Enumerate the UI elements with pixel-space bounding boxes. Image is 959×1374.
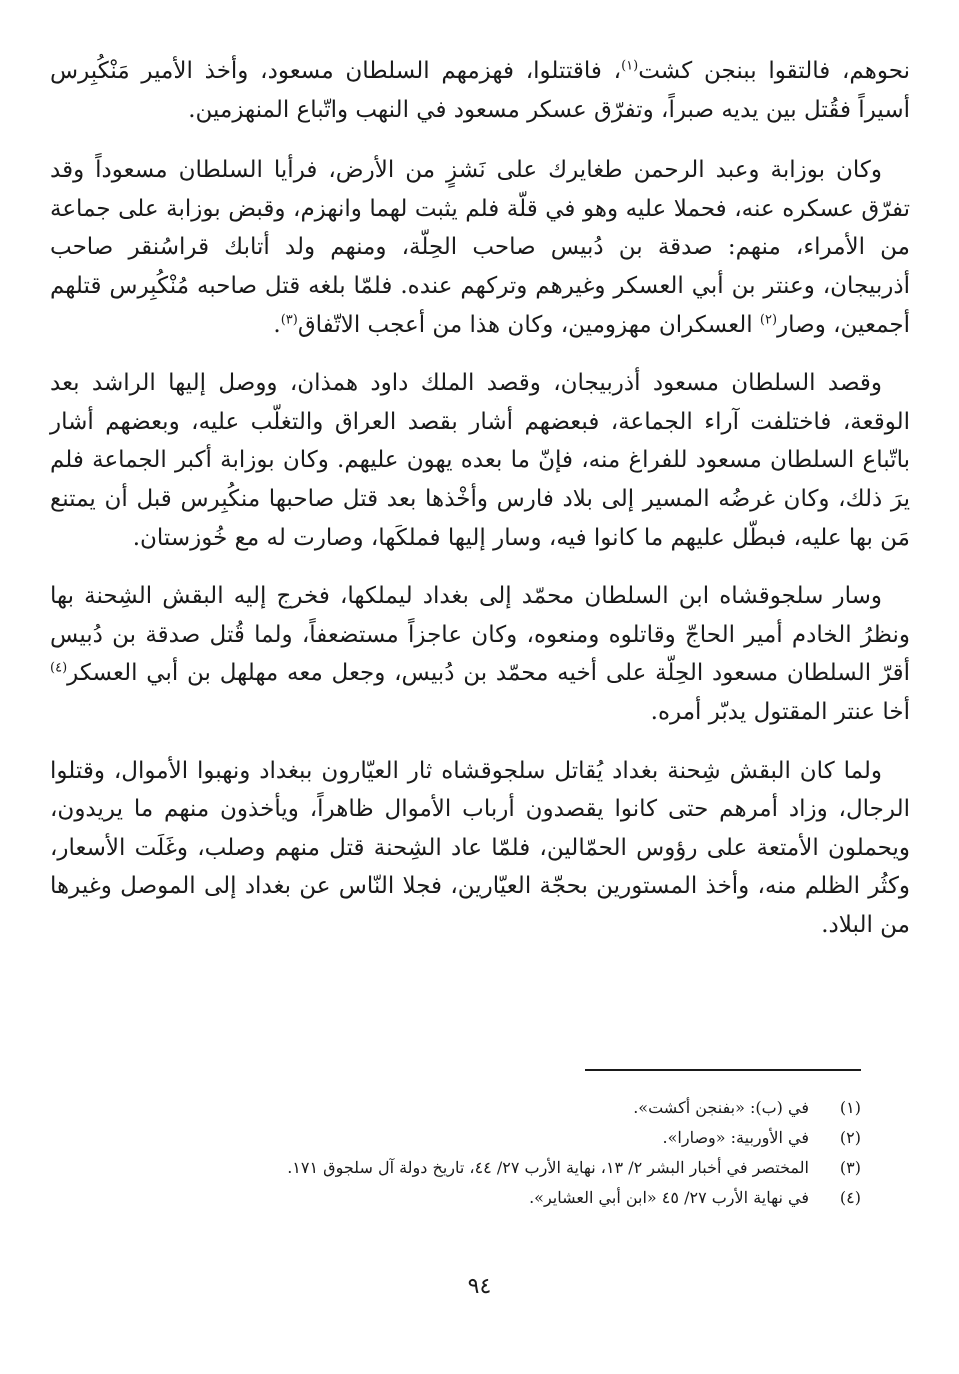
paragraph-4-text-b: أخا عنتر المقتول يدبّر أمره. (650, 698, 910, 725)
paragraph-3 (50, 364, 910, 557)
paragraph-3-text: وقصد السلطان مسعود أذربيجان، وقصد الملك داود همذان، ووصل إليها الراشد بعد الوقعة، فاختلفت آراء الجماعة، فبعضهم أشار بقصد العراق والتغلّب عليه، وبعضهم أشار باتّباع السلطان مسعود للفراغ منه، فإنّ ما بعده يهون عليهم. وكان بوزابة أكبر الجماعة فلم يرَ ذلك، وكان غرضُه المسير إلى بلاد فارس وأخْذها بعد قتل صاحبها منكُبِرس قبل أن يمتنع مَن بها عليه، فبطّل عليهم ما كانوا فيه، وسار إليها فملكَها، وصارت له مع خُوزستان. (50, 370, 910, 551)
footnote-ref-3: (٣) (280, 311, 298, 327)
footnote-separator (585, 1069, 861, 1071)
footnote-text: في الأوربية: «وصارا». (662, 1128, 809, 1147)
paragraph-5-text: ولما كان البقش شِحنة بغداد يُقاتل سلجوقشاه ثار العيّارون ببغداد ونهبوا الأموال، وقتلوا الرجال، وزاد أمرهم حتى كانوا يقصدون أرباب الأموال ظاهراً، ويأخذون منهم ما يريدون، ويحملون الأمتعة على رؤوس الحمّالين، فلمّا عاد الشِحنة قتل منهم وصلب، وغَلَت الأسعار، وكثُر الظلم منه، وأخذ المستورين بحجّة العيّارين، فجلا النّاس عن بغداد إلى الموصل وغيرها من البلاد. (50, 757, 910, 938)
footnote-text: في نهاية الأرب ٢٧/ ٤٥ «ابن أبي العشاير». (529, 1188, 809, 1207)
footnote-ref-1: (١) (621, 58, 639, 74)
footnote-number: (١) (839, 1098, 861, 1117)
main-text (50, 52, 910, 964)
footnote-2 (81, 1123, 861, 1153)
footnote-3 (81, 1153, 861, 1183)
paragraph-5 (50, 752, 910, 945)
footnote-4 (81, 1183, 861, 1213)
paragraph-2-text-b: العسكران مهزومين، وكان هذا من أعجب الاتّفاق (297, 311, 760, 338)
paragraph-1-text-a: نحوهم، فالتقوا ببنجن كشت (638, 58, 910, 84)
footnote-1 (81, 1093, 861, 1123)
paragraph-2 (50, 151, 910, 344)
footnote-number: (٤) (839, 1188, 861, 1207)
paragraph-1 (50, 52, 910, 129)
paragraph-4-text-a: وسار سلجوقشاه ابن السلطان محمّد إلى بغداد ليملكها، فخرج إليه البقش الشِحنة بها ونظرُ الخادم أمير الحاجّ وقاتلوه ومنعوه، وكان عاجزاً مستضعفاً، ولما قُتل صدقة بن دُبيس أقرّ السلطان مسعود الحِلّة على أخيه محمّد بن دُبيس، وجعل معه مهلهل بن أبي العسكر (50, 583, 910, 687)
footnote-ref-4: (٤) (50, 660, 68, 676)
paragraph-2-text-a: وكان بوزابة وعبد الرحمن طغايرك على نَشزٍ من الأرض، فرأيا السلطان مسعوداً وقد تفرّق عسكره عنه، فحملا عليه وهو في قلّة فلم يثبت لهما وانهزم، وقبض بوزابة على جماعة من الأمراء، منهم: صدقة بن دُبيس صاحب الحِلّة، ومنهم ولد أتابك قراسُنقر صاحب أذربيجان، وعنتر بن أبي العسكر وغيرهم وتركهم عنده. فلمّا بلغه قتل صاحبه مُنْكُبِرس قتلهم أجمعين، وصار (50, 157, 910, 338)
footnotes (81, 1093, 861, 1213)
footnote-text: المختصر في أخبار البشر ٢/ ١٣، نهاية الأرب ٢٧/ ٤٤، تاريخ دولة آل سلجوق ١٧١. (287, 1158, 809, 1177)
paragraph-1-text-b: ، فاقتتلوا، فهزمهم السلطان مسعود، وأخذ الأمير مَنْكُبِرس أسيراً فقُتل بين يديه صبراً، وتفرّق عسكر مسعود في النهب واتّباع المنهزمين. (50, 58, 910, 123)
page-number: ٩٤ (467, 1274, 492, 1299)
footnote-number: (٢) (839, 1128, 861, 1147)
footnote-number: (٣) (839, 1158, 861, 1177)
paragraph-2-text-c: . (273, 311, 281, 338)
footnote-ref-2: (٢) (759, 311, 778, 327)
paragraph-4 (50, 577, 910, 731)
footnote-text: في (ب): «بفنجن أكشت». (633, 1098, 809, 1117)
